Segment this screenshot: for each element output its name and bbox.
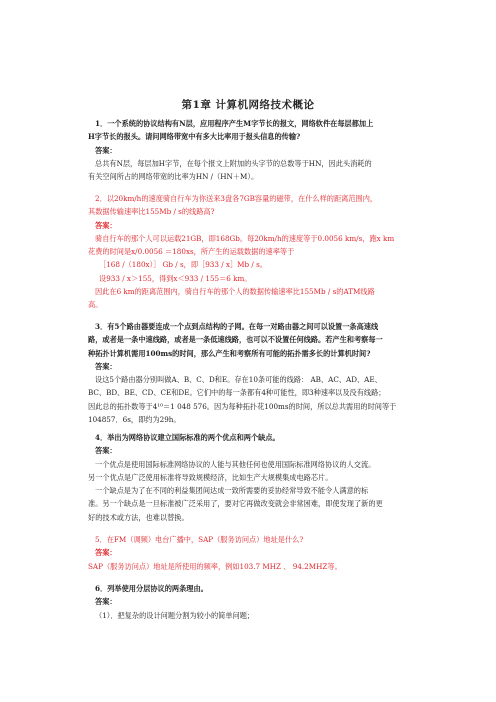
question-text: 5．在FM（调频）电台广播中，SAP（服务访问点）地址是什么? xyxy=(95,535,304,544)
answer-label: 答案： xyxy=(95,446,117,456)
chapter-title: 第1章 计算机网络技术概论 xyxy=(181,99,315,111)
answer-text: 设933 / x＞155，得到x＜933 / 155＝6 km。 xyxy=(99,273,252,283)
answer-text: 高。 xyxy=(88,300,103,310)
answer-text: 骑自行车的那个人可以运载21GB，即168Gb。每20km/h的速度等于0.0056 km/s，跑x km xyxy=(95,233,395,243)
answer-text: 花费的时间是x/0.0056 ＝180xs，所产生的运载数据的速率等于 xyxy=(88,247,295,257)
answer-text: ［168 /（180x）］ Gb / s，即［933 / x］Mb / s。 xyxy=(99,260,267,270)
question-text: 4．举出为网络协议建立国际标准的两个优点和两个缺点。 xyxy=(95,433,280,442)
question-2 xyxy=(88,192,406,312)
question-text: 6．列举使用分层协议的两条理由。 xyxy=(95,584,208,593)
question-text: 1．一个系统的协议结构有N层，应用程序产生M字节长的报文，网络软件在每层都加上 xyxy=(95,119,374,128)
question-text: 路，或者是一条中速线路，或者是一条低速线路，也可以不设置任何线路。若产生和考察每一 xyxy=(88,335,383,345)
answer-text: BC、BD、BE、CD、CE和DE。它们中的每一条都有4种可能性，即3种速率以及没有线路； xyxy=(88,388,386,398)
answer-text: 有关空间所占的网络带宽的比率为HN /（HN＋M）。 xyxy=(88,172,259,182)
answer-text: 好的技术或方法，也难以替换。 xyxy=(88,512,189,522)
answer-text: 另一个优点是广泛使用标准将导致规模经济，比如生产大规模集成电路芯片。 xyxy=(88,472,333,482)
answer-label: 答案： xyxy=(95,145,117,155)
answer-text: 准。另一个缺点是一旦标准被广泛采用了，要对它再做改变就会非常困难，即使发现了新的更 xyxy=(88,499,383,509)
question-text: H字节长的报头。请问网络带宽中有多大比率用于报头信息的传输? xyxy=(88,132,301,142)
answer-label: 答案： xyxy=(95,361,117,371)
question-3 xyxy=(88,320,406,426)
answer-label: 答案： xyxy=(95,597,117,607)
question-5 xyxy=(88,533,406,573)
answer-label: 答案： xyxy=(95,220,117,230)
question-text: 2．以20km/h的速度骑自行车为你送来3盘各7GB容量的磁带，在什么样的距离范围内， xyxy=(95,194,378,203)
answer-label: 答案： xyxy=(95,548,117,558)
question-text: 3．有5个路由器要连成一个点到点结构的子网。在每一对路由器之间可以设置一条高速线 xyxy=(95,322,379,331)
question-4 xyxy=(88,431,406,524)
answer-text: 一个优点是使用国际标准网络协议的人能与其他任何也使用国际标准网络协议的人交流。 xyxy=(95,459,376,469)
answer-text: （1）．把复杂的设计问题分割为较小的简单问题； xyxy=(95,610,255,620)
answer-text: 总共有N层，每层加H字节，在每个报文上附加的头字节的总数等于HN，因此头消耗的 xyxy=(95,158,372,168)
answer-text: 一个缺点是为了在不同的利益集团间达成一致所需要的妥协经常导致不能令人满意的标 xyxy=(95,486,369,496)
answer-text: 因此在6 km的距离范围内，骑自行车的那个人的数据传输速率比155Mb / s的ATM线路 xyxy=(95,287,375,297)
answer-text: 设这5个路由器分别叫做A、B、C、D和E。存在10条可能的线路： AB、AC、AD、AE、 xyxy=(95,375,382,385)
question-1 xyxy=(88,117,406,183)
answer-text: SAP（服务访问点）地址是所使用的频率，例如103.7 MHZ 、 94.2MHZ等。 xyxy=(88,561,342,571)
question-text: 其数据传输速率比155Mb / s的线路高? xyxy=(88,207,215,217)
answer-text: 104857．6s，即约为29h。 xyxy=(88,415,181,425)
question-text: 种拓扑计算机需用100ms的时间，那么产生和考察所有可能的拓扑需多长的计算机时间? xyxy=(88,348,371,358)
question-6 xyxy=(88,582,406,622)
answer-text: 因此总的拓扑数等于4¹⁰＝1 048 576。因为每种拓扑花100ms的时间，所以总共需用的时间等于 xyxy=(88,401,397,411)
